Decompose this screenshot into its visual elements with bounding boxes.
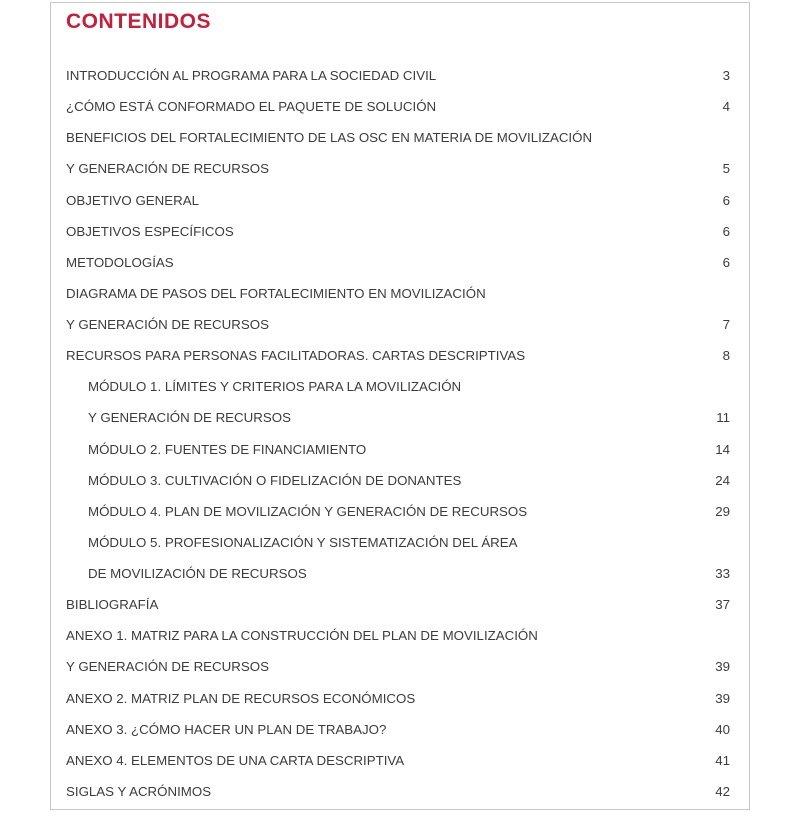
toc-entry-page: 8 [722, 348, 730, 363]
toc-entry-text: ANEXO 3. ¿CÓMO HACER UN PLAN DE TRABAJO? [66, 722, 387, 737]
toc-entry[interactable] [66, 782, 730, 802]
toc-entry[interactable] [66, 222, 730, 242]
toc-entry-text: MÓDULO 3. CULTIVACIÓN O FIDELIZACIÓN DE DONANTES [88, 473, 462, 488]
toc-entry[interactable] [66, 97, 730, 117]
toc-entry-text: DIAGRAMA DE PASOS DEL FORTALECIMIENTO EN MOVILIZACIÓN [66, 286, 486, 301]
toc-entry-text: OBJETIVO GENERAL [66, 193, 200, 208]
toc-entry[interactable] [66, 751, 730, 771]
toc-entry-page: 37 [715, 597, 730, 612]
toc-entry-text: SIGLAS Y ACRÓNIMOS [66, 784, 212, 799]
toc-entry-text: ANEXO 4. ELEMENTOS DE UNA CARTA DESCRIPTIVA [66, 753, 405, 768]
toc-entry-page: 42 [715, 784, 730, 799]
toc-entry-text: Y GENERACIÓN DE RECURSOS [66, 317, 269, 332]
toc-entry-page: 3 [722, 68, 730, 83]
toc-entry-page: 5 [722, 161, 730, 176]
toc-entry-text: OBJETIVOS ESPECÍFICOS [66, 224, 234, 239]
toc-entry-text: DE MOVILIZACIÓN DE RECURSOS [88, 566, 307, 581]
toc-subentry[interactable] [88, 564, 730, 584]
toc-entry[interactable] [66, 315, 730, 335]
toc-subentry[interactable] [88, 408, 730, 428]
toc-entry-text: BENEFICIOS DEL FORTALECIMIENTO DE LAS OSC EN MATERIA DE MOVILIZACIÓN [66, 130, 593, 145]
toc-entry-text: ¿CÓMO ESTÁ CONFORMADO EL PAQUETE DE SOLUCIÓN [66, 99, 437, 114]
toc-entry-page: 7 [722, 317, 730, 332]
toc-entry-page: 40 [715, 722, 730, 737]
toc-subentry[interactable] [88, 440, 730, 460]
toc-entry-page: 4 [722, 99, 730, 114]
toc-entry[interactable] [66, 191, 730, 211]
toc-entry-text: MÓDULO 2. FUENTES DE FINANCIAMIENTO [88, 442, 367, 457]
toc-entry[interactable] [66, 159, 730, 179]
toc-entry-text: Y GENERACIÓN DE RECURSOS [66, 659, 269, 674]
toc-entry-page: 29 [715, 504, 730, 519]
toc-entry-page: 6 [722, 193, 730, 208]
toc-entry-text: BIBLIOGRAFÍA [66, 597, 159, 612]
toc-entry-text: ANEXO 1. MATRIZ PARA LA CONSTRUCCIÓN DEL PLAN DE MOVILIZACIÓN [66, 628, 538, 643]
toc-entry[interactable] [66, 720, 730, 740]
toc-entry[interactable] [66, 689, 730, 709]
toc-entry-page: 11 [716, 410, 730, 425]
toc-entry[interactable] [66, 626, 730, 646]
toc-entry-page: 41 [715, 753, 730, 768]
toc-entry[interactable] [66, 253, 730, 273]
toc-entry-text: MÓDULO 4. PLAN DE MOVILIZACIÓN Y GENERACIÓN DE RECURSOS [88, 504, 528, 519]
toc-entry[interactable] [66, 595, 730, 615]
toc-subentry[interactable] [88, 471, 730, 491]
toc-entry-page: 14 [715, 442, 730, 457]
toc-entry-page: 6 [722, 224, 730, 239]
toc-entry-page: 24 [715, 473, 730, 488]
toc-entry-text: MÓDULO 1. LÍMITES Y CRITERIOS PARA LA MOVILIZACIÓN [88, 379, 462, 394]
toc-entry-text: ANEXO 2. MATRIZ PLAN DE RECURSOS ECONÓMICOS [66, 691, 416, 706]
toc-entry-page: 33 [715, 566, 730, 581]
toc-entry[interactable] [66, 346, 730, 366]
toc-entry-text: Y GENERACIÓN DE RECURSOS [88, 410, 291, 425]
page-title: CONTENIDOS [66, 10, 212, 33]
toc-entry-text: RECURSOS PARA PERSONAS FACILITADORAS. CARTAS DESCRIPTIVAS [66, 348, 526, 363]
toc-entry[interactable] [66, 284, 730, 304]
toc-subentry[interactable] [88, 533, 730, 553]
toc-entry[interactable] [66, 657, 730, 677]
toc-subentry[interactable] [88, 502, 730, 522]
toc-entry[interactable] [66, 66, 730, 86]
toc-entry-page: 39 [715, 659, 730, 674]
toc-entry-text: MÓDULO 5. PROFESIONALIZACIÓN Y SISTEMATIZACIÓN DEL ÁREA [88, 535, 518, 550]
toc-entry-page: 6 [722, 255, 730, 270]
toc-subentry[interactable] [88, 377, 730, 397]
toc-entry-text: Y GENERACIÓN DE RECURSOS [66, 161, 269, 176]
toc-entry-text: METODOLOGÍAS [66, 255, 174, 270]
toc-entry[interactable] [66, 128, 730, 148]
toc-entry-text: INTRODUCCIÓN AL PROGRAMA PARA LA SOCIEDAD CIVIL [66, 68, 437, 83]
toc-entry-page: 39 [715, 691, 730, 706]
